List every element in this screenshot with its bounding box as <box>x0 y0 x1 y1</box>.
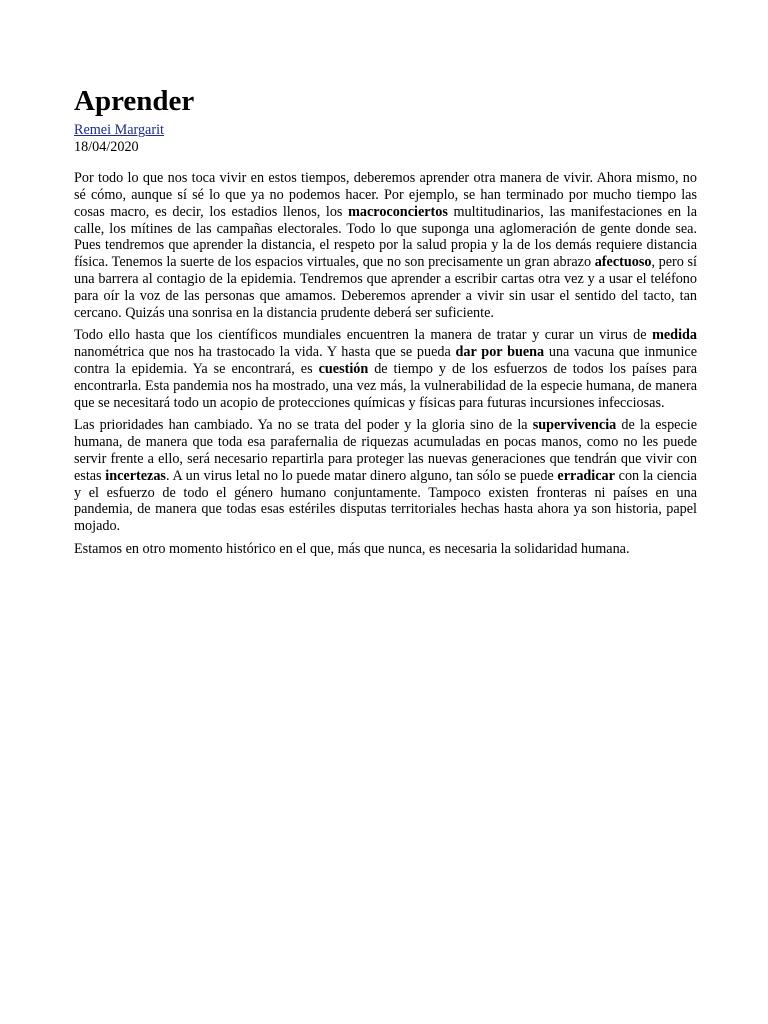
article-body <box>74 170 697 558</box>
emphasis-term: cuestión <box>318 360 369 377</box>
paragraph-text: de tiempo y de los esfuerzos de todos los países para encontrarla. Esta pandemia nos ha mostrado, una vez más, la vulnerabilidad de la especie humana, de manera que se necesitará todo un acopio de protecciones químicas y físicas para futuras incursiones infecciosas. <box>74 360 697 411</box>
paragraph-text: con la ciencia y el esfuerzo de todo el género humano conjuntamente. Tampoco existen fronteras ni países en una pandemia, de manera que todas esas estériles disputas territoriales hechas hasta ahora ya son historia, papel mojado. <box>74 467 697 535</box>
paragraph-4 <box>74 541 697 558</box>
paragraph-text: Todo ello hasta que los científicos mundiales encuentren la manera de tratar y curar un virus de <box>74 327 653 344</box>
emphasis-term: medida <box>652 327 697 344</box>
paragraph-text: nanométrica que nos ha trastocado la vida. Y hasta que se pueda <box>74 344 456 361</box>
paragraph-text: multitudinarios, las manifestaciones en la calle, los mítines de las campañas electorales. Todo lo que suponga una aglomeración de gente donde sea. Pues tendremos que aprender la distancia, el respeto por la salud propia y la de los demás requiere distancia física. Tenemos la suerte de los espacios virtuales, que no son precisamente un gran abrazo <box>74 203 698 271</box>
emphasis-term: macroconciertos <box>348 203 448 220</box>
emphasis-term: supervivencia <box>532 417 617 434</box>
paragraph-2 <box>74 327 697 411</box>
paragraph-3 <box>74 417 697 535</box>
paragraph-text: una vacuna que inmunice contra la epidemia. Ya se encontrará, es <box>74 344 698 377</box>
emphasis-term: erradicar <box>557 467 615 484</box>
article-title: Aprender <box>74 85 195 117</box>
publication-date: 18/04/2020 <box>74 138 139 155</box>
paragraph-text: Las prioridades han cambiado. Ya no se trata del poder y la gloria sino de la <box>74 417 533 434</box>
paragraph-text: , pero sí una barrera al contagio de la epidemia. Tendremos que aprender a escribir cartas otra vez y a usar el teléfono para oír la voz de las personas que amamos. Deberemos aprender a vivir sin usar el sentido del tacto, tan cercano. Quizás una sonrisa en la distancia prudente deberá ser suficiente. <box>74 254 697 321</box>
paragraph-1 <box>74 170 697 321</box>
author-link[interactable]: Remei Margarit <box>74 122 164 138</box>
article <box>74 84 697 564</box>
emphasis-term: incertezas <box>105 467 166 484</box>
paragraph-text: Por todo lo que nos toca vivir en estos tiempos, deberemos aprender otra manera de vivir. Ahora mismo, no sé cómo, aunque sí sé lo que ya no podemos hacer. Por ejemplo, se han terminado por mucho tiempo las cosas macro, es decir, los estadios llenos, los <box>74 170 697 220</box>
paragraph-text: Estamos en otro momento histórico en el que, más que nunca, es necesaria la solidaridad humana. <box>74 540 630 557</box>
emphasis-term: dar por buena <box>455 344 545 361</box>
paragraph-text: de la especie humana, de manera que toda esa parafernalia de riquezas acumuladas en pocas manos, como no les puede servir frente a ello, será necesario repartirla para proteger las nuevas generaciones que tendrán que vivir con estas <box>74 417 697 484</box>
paragraph-text: . A un virus letal no lo puede matar dinero alguno, tan sólo se puede <box>165 467 558 484</box>
byline <box>74 122 697 155</box>
emphasis-term: afectuoso <box>594 254 652 271</box>
